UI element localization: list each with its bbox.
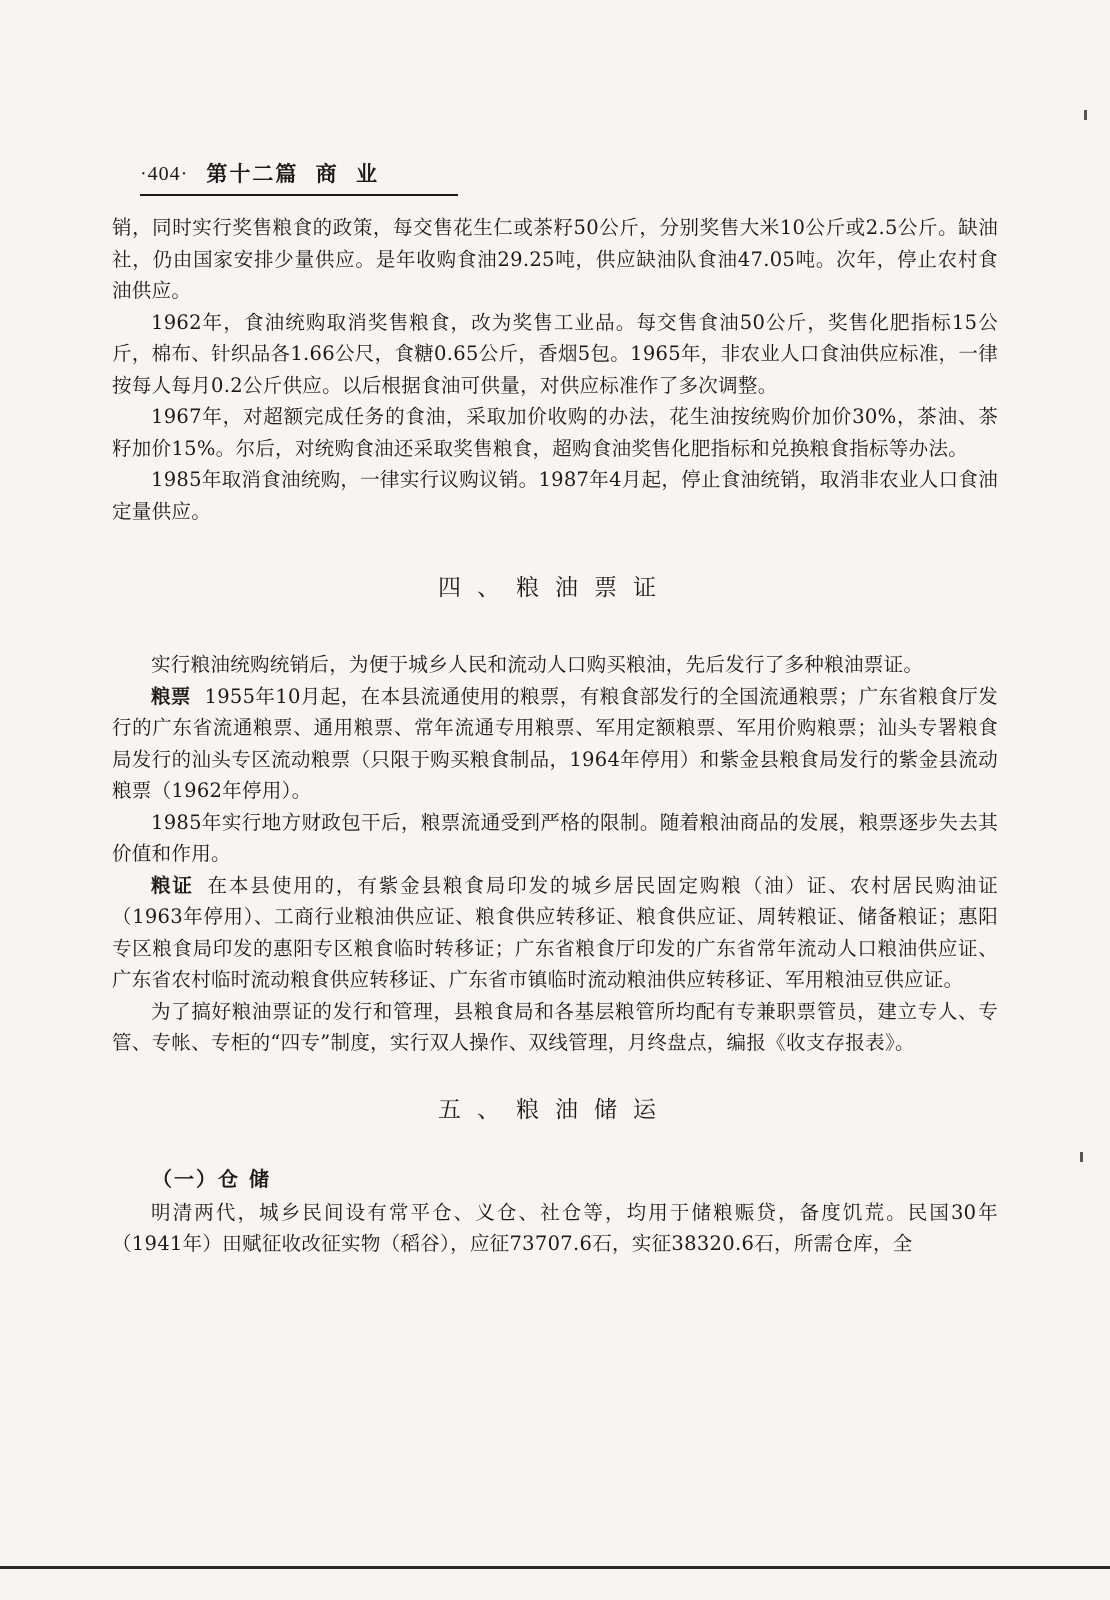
paragraph: 实行粮油统购统销后，为便于城乡人民和流动人口购买粮油，先后发行了多种粮油票证。 xyxy=(151,653,924,676)
paragraph: 1967年，对超额完成任务的食油，采取加价收购的办法，花生油按统购价加价30%，茶油、茶籽加价15%。尔后，对统购食油还采取奖售粮食，超购食油奖售化肥指标和兑换粮食指标等办法。 xyxy=(112,405,998,460)
paragraph: 1985年取消食油统购，一律实行议购议销。1987年4月起，停止食油统销，取消非农业人口食油定量供应。 xyxy=(112,468,998,523)
paragraph: 为了搞好粮油票证的发行和管理，县粮食局和各基层粮管所均配有专兼职票管员，建立专人、专管、专帐、专柜的“四专”制度，实行双人操作、双线管理，月终盘点，编报《收支存报表》。 xyxy=(112,999,998,1054)
paragraph-text: 1955年10月起，在本县流通使用的粮票，有粮食部发行的全国流通粮票；广东省粮食厅发行的广东省流通粮票、通用粮票、常年流通专用粮票、军用定额粮票、军用价购粮票；汕头专署粮食局发行的汕头专区流动粮票（只限于购买粮食制品，1964年停用）和紫金县粮食局发行的紫金县流动粮票（1962年停用）。 xyxy=(112,684,998,802)
part-title: 第十二篇 商 业 xyxy=(206,162,379,186)
scan-speck xyxy=(1080,1152,1083,1162)
paragraph xyxy=(112,681,998,807)
body-text xyxy=(112,212,998,1260)
paragraph: 1962年，食油统购取消奖售粮食，改为奖售工业品。每交售食油50公斤，奖售化肥指标15公斤，棉布、针织品各1.66公尺，食糖0.65公斤，香烟5包。1965年，非农业人口食油供应标准，一律按每人每月0.2公斤供应。以后根据食油可供量，对供应标准作了多次调整。 xyxy=(112,310,998,397)
scan-speck xyxy=(1084,110,1087,120)
running-head xyxy=(140,160,458,196)
page-number: ·404· xyxy=(140,163,189,185)
term-heading: 粮证 xyxy=(151,873,194,897)
section-heading: 五、粮油储运 xyxy=(438,1096,672,1123)
term-heading: 粮票 xyxy=(151,684,191,708)
paragraph: 1985年实行地方财政包干后，粮票流通受到严格的限制。随着粮油商品的发展，粮票逐步失去其价值和作用。 xyxy=(112,810,998,865)
scan-edge-line xyxy=(0,1566,1110,1569)
paragraph-text: 在本县使用的，有紫金县粮食局印发的城乡居民固定购粮（油）证、农村居民购油证（1963年停用）、工商行业粮油供应证、粮食供应转移证、粮食供应证、周转粮证、储备粮证；惠阳专区粮食局印发的惠阳专区粮食临时转移证；广东省粮食厅印发的广东省常年流动人口粮油供应证、广东省农村临时流动粮食供应转移证、广东省市镇临时流动粮油供应转移证、军用粮油豆供应证。 xyxy=(112,873,998,991)
section-heading: 四、粮油票证 xyxy=(438,575,672,601)
paragraph xyxy=(112,870,998,996)
subsection-heading: （一）仓 储 xyxy=(152,1166,271,1191)
paragraph: 销，同时实行奖售粮食的政策，每交售花生仁或茶籽50公斤，分别奖售大米10公斤或2.5公斤。缺油社，仍由国家安排少量供应。是年收购食油29.25吨，供应缺油队食油47.05吨。次年，停止农村食油供应。 xyxy=(112,216,998,302)
paragraph: 明清两代，城乡民间设有常平仓、义仓、社仓等，均用于储粮赈贷，备度饥荒。民国30年（1941年）田赋征收改征实物（稻谷），应征73707.6石，实征38320.6石，所需仓库，全 xyxy=(112,1200,998,1255)
